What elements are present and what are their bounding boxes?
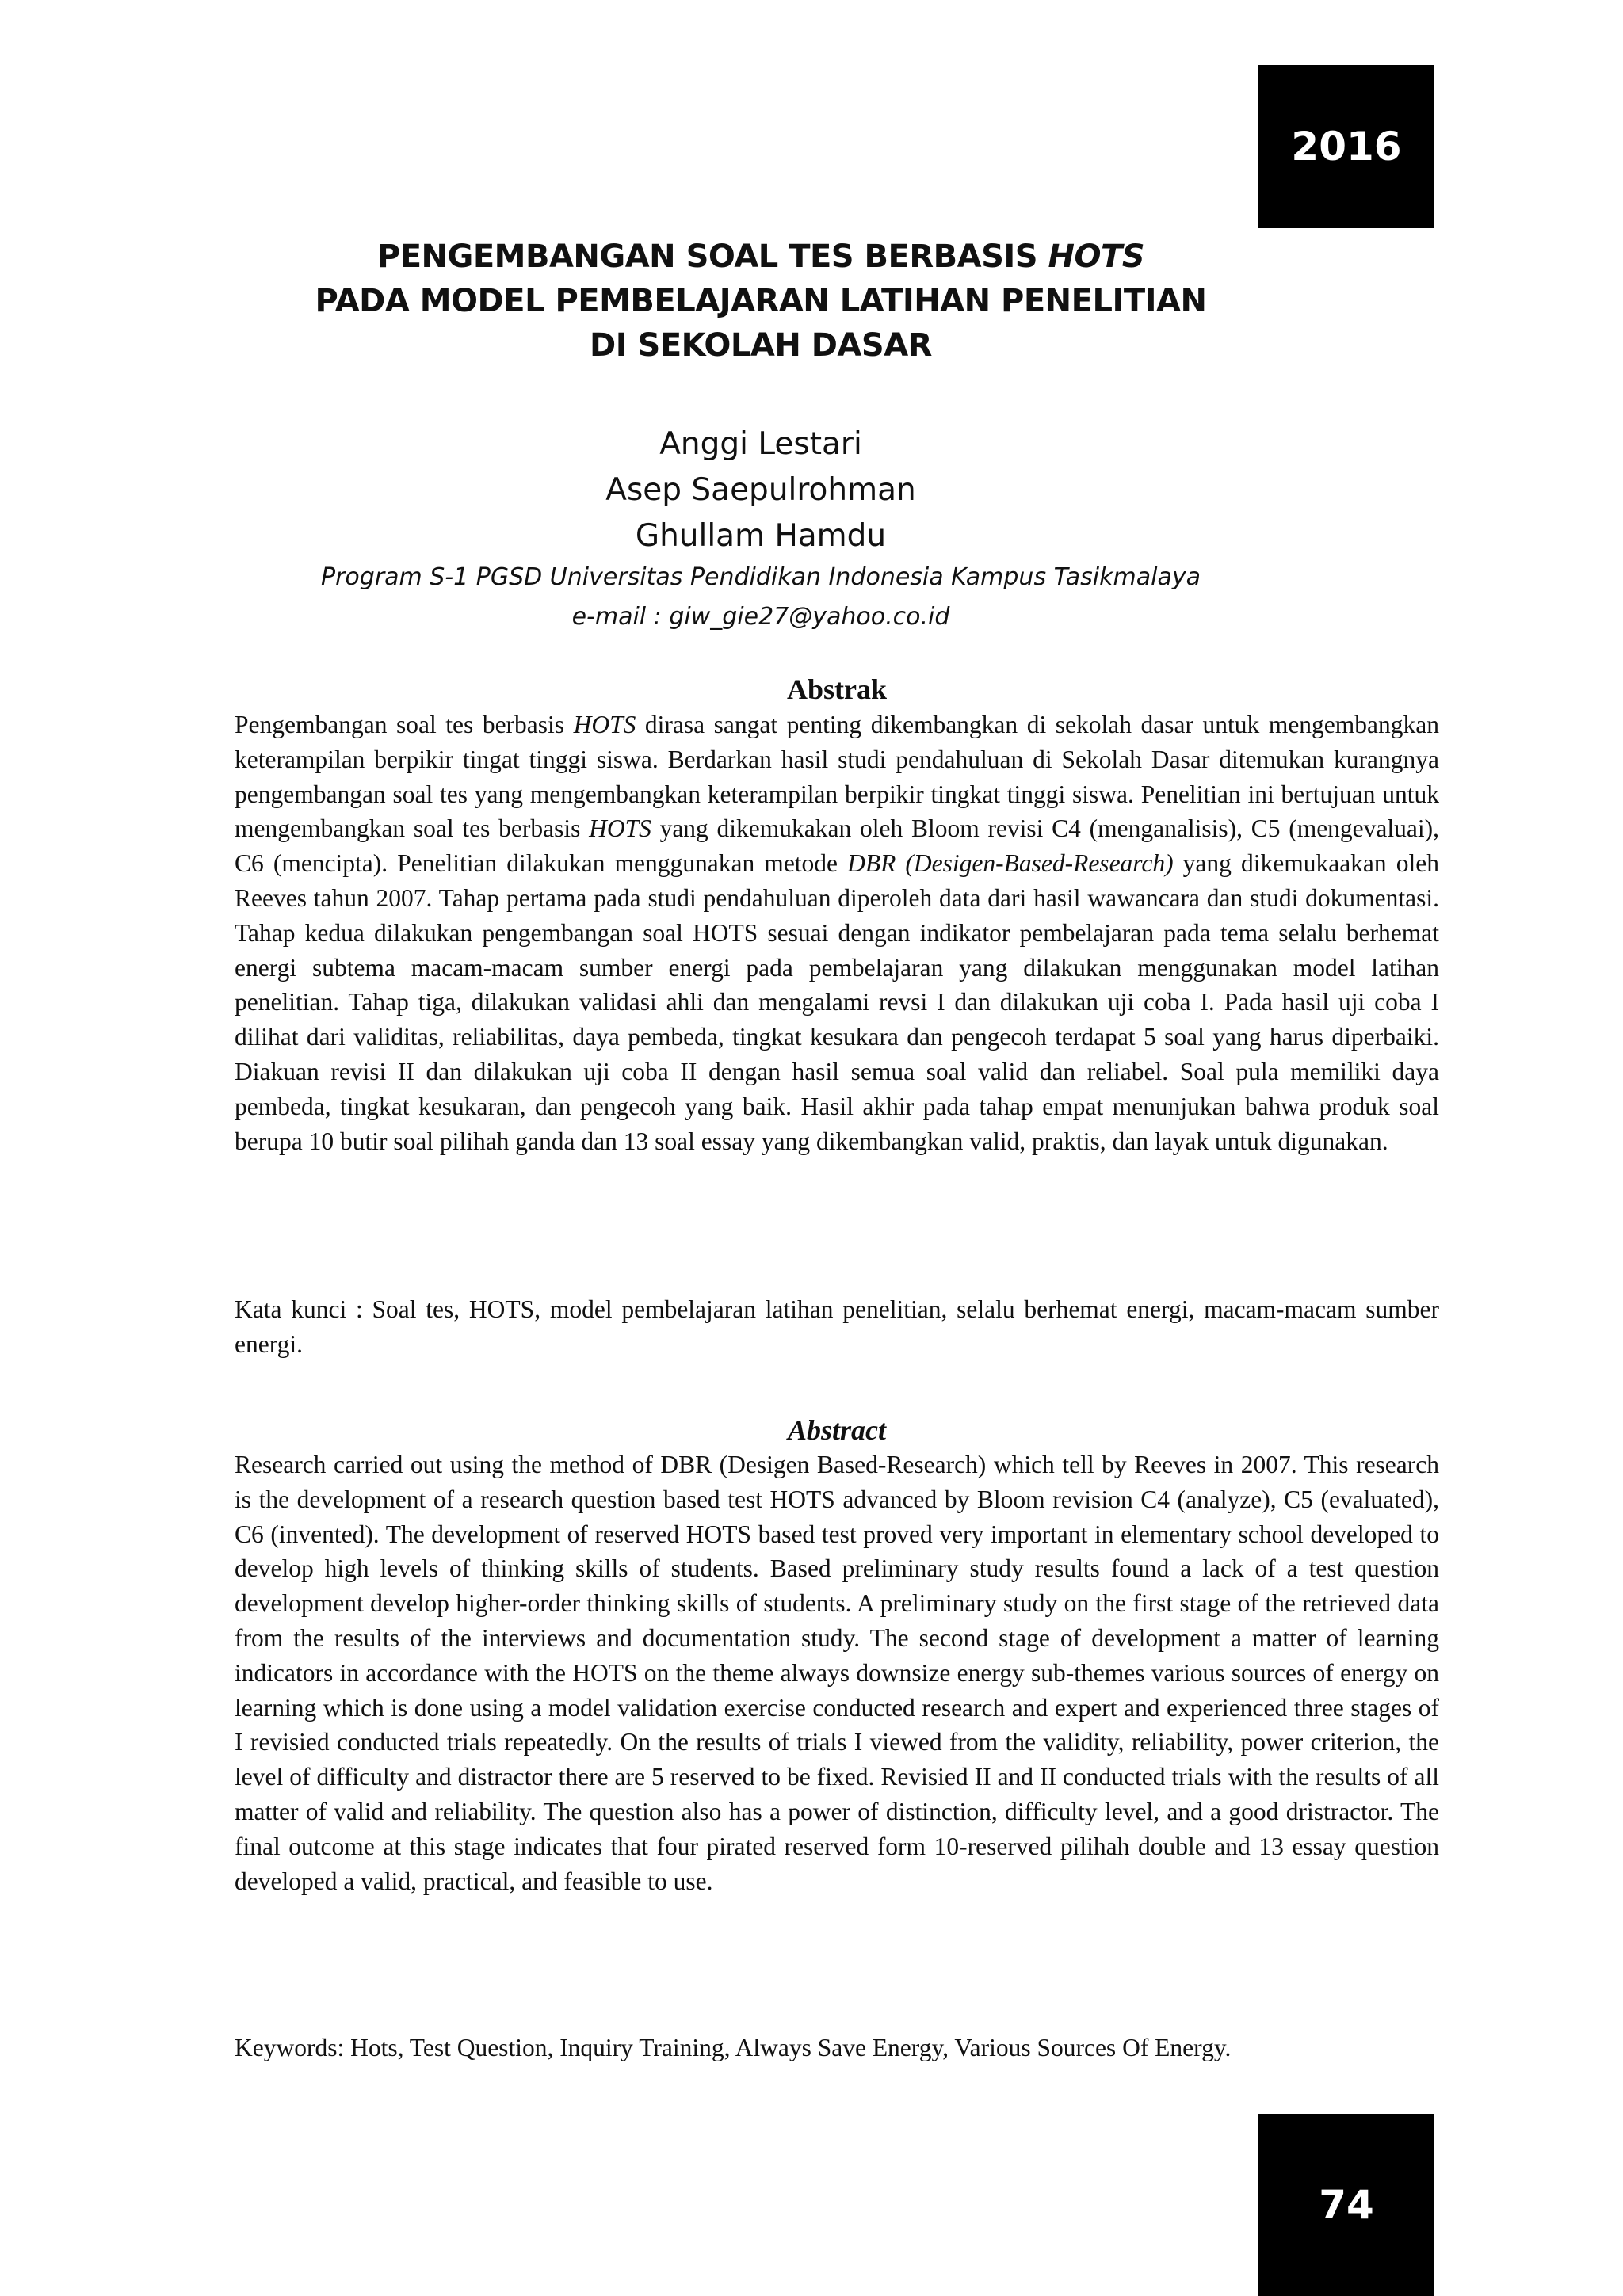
title-line-1-text: PENGEMBANGAN SOAL TES BERBASIS <box>376 238 1048 275</box>
abstrak-italic-term: HOTS <box>573 711 636 738</box>
author-name: Anggi Lestari <box>659 426 862 462</box>
year-badge <box>1258 65 1434 228</box>
abstrak-text-segment: dirasa sangat penting dikembangkan di sekolah dasar untuk mengembangkan keterampilan berpikir tingat tinggi siswa. Berdarkan hasil studi pendahuluan di Sekolah Dasar ditemukan kurangnya pengembangan soal tes yang mengembangkan keterampilan berpikir tingkat tinggi siswa. Penelitian ini bertujuan untuk mengembangkan soal tes berbasis <box>235 711 1440 843</box>
paper-title <box>238 235 1284 368</box>
title-line-1-italic: HOTS <box>1048 238 1145 275</box>
page-number: 74 <box>1319 2182 1374 2228</box>
title-line-2: PADA MODEL PEMBELAJARAN LATIHAN PENELITIAN <box>315 283 1207 319</box>
year-badge-label: 2016 <box>1291 124 1402 170</box>
abstrak-heading: Abstrak <box>786 673 888 705</box>
abstract-body: Research carried out using the method of DBR (Desigen Based-Research) which tell by Reeves in 2007. This research is the development of a research question based test HOTS advanced by Bloom revision C4 (analyze), C5 (evaluated), C6 (invented). The development of reserved HOTS based test proved very important in elementary school developed to develop high levels of thinking skills of students. Based preliminary study results found a lack of a test question development develop higher-order thinking skills of students. A preliminary study on the first stage of the retrieved data from the results of the interviews and documentation study. The second stage of development a matter of learning indicators in accordance with the HOTS on the theme always downsize energy sub-themes various sources of energy on learning which is done using a model validation exercise conducted research and expert and experienced three stages of I revisied conducted trials repeatedly. On the results of trials I viewed from the validity, reliability, power criterion, the level of difficulty and distractor there are 5 reserved to be fixed. Revisied II and II conducted trials with the results of all matter of valid and reliability. The question also has a power of distinction, difficulty level, and a good dristractor. The final outcome at this stage indicates that four pirated reserved form 10-reserved pilihah double and 13 essay question developed a valid, practical, and feasible to use. <box>235 1451 1439 1895</box>
title-line-3: DI SEKOLAH DASAR <box>590 327 932 364</box>
author-name: Ghullam Hamdu <box>635 518 887 554</box>
abstract-heading: Abstract <box>787 1414 886 1446</box>
abstrak-text-segment: yang dikemukaakan oleh Reeves tahun 2007. Tahap pertama pada studi pendahuluan diperoleh data dari hasil wawancara dan studi dokumentasi. Tahap kedua dilakukan pengembangan soal HOTS sesuai dengan indikator pembelajaran pada tema selalu berhemat energi subtema macam-macam sumber energi pada pembelajaran yang dilakukan menggunakan model latihan penelitian. Tahap tiga, dilakukan validasi ahli dan mengalami revsi I dan dilakukan uji coba I. Pada hasil uji coba I dilihat dari validitas, reliabilitas, daya pembeda, tingkat kesukara dan pengecoh terdapat 5 soal yang harus diperbaiki. Diakuan revisi II dan dilakukan uji coba II dengan hasil semua soal valid dan reliabel. Soal pula memiliki daya pembeda, tingkat kesukaran, dan pengecoh yang baik. Hasil akhir pada tahap empat menunjukan bahwa produk soal berupa 10 butir soal pilihah ganda dan 13 soal essay yang dikembangkan valid, praktis, dan layak untuk digunakan. <box>235 849 1439 1155</box>
kata-kunci: Kata kunci : Soal tes, HOTS, model pembelajaran latihan penelitian, selalu berhemat energi, macam-macam sumber energi. <box>235 1295 1439 1358</box>
page-number-badge <box>1258 2114 1434 2296</box>
affiliation-email: e-mail : giw_gie27@yahoo.co.id <box>571 603 950 631</box>
abstrak-italic-term: DBR (Desigen-Based-Research) <box>847 849 1174 878</box>
abstrak-body <box>235 707 1439 1158</box>
abstrak-text-segment: Pengembangan soal tes berbasis <box>235 711 574 738</box>
title-line-1 <box>238 235 1284 279</box>
abstrak-text-segment: yang dikemukakan oleh Bloom revisi C4 (menganalisis), C5 (mengevaluai), C6 (mencipta). Penelitian dilakukan menggunakan metode <box>235 814 1439 878</box>
affiliation-block <box>158 558 1363 637</box>
affiliation-program: Program S-1 PGSD Universitas Pendidikan Indonesia Kampus Tasikmalaya <box>321 563 1201 591</box>
author-list <box>238 421 1284 559</box>
author-name: Asep Saepulrohman <box>605 472 916 508</box>
abstrak-italic-term: HOTS <box>589 814 651 843</box>
keywords: Keywords: Hots, Test Question, Inquiry Training, Always Save Energy, Various Sources Of Energy. <box>235 2034 1232 2061</box>
